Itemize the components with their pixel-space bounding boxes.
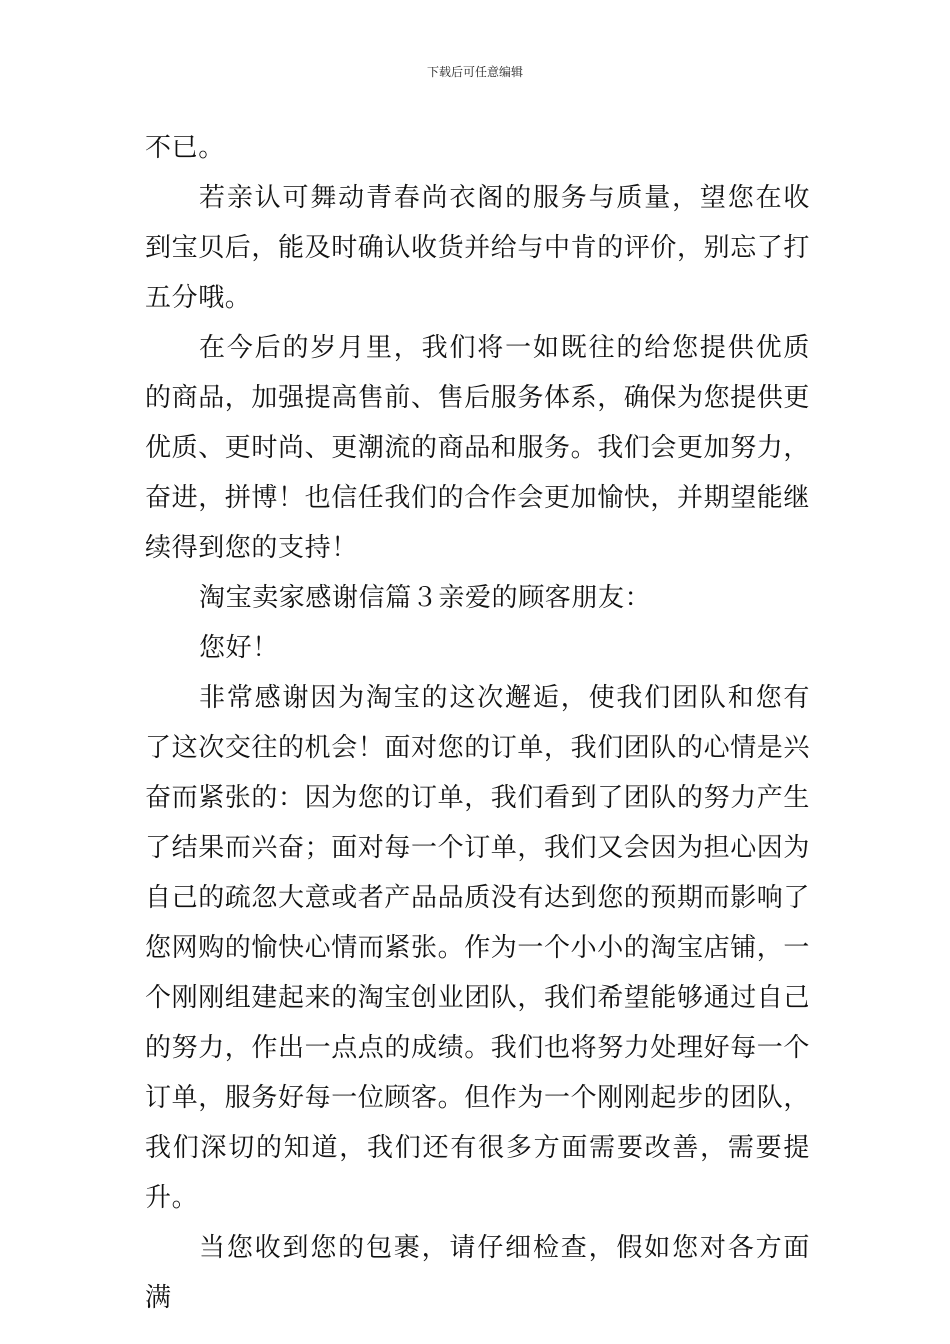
paragraph-1: 不已。 — [145, 133, 225, 163]
paragraph-6: 非常感谢因为淘宝的这次邂逅，使我们团队和您有了这次交往的机会！面对您的订单，我们团队的心情是兴奋而紧张的：因为您的订单，我们看到了团队的努力产生了结果而兴奋；面对每一个订单，我们又会因为担心因为自己的疏忽大意或者产品品质没有达到您的预期而影响了您网购的愉快心情而紧张。作为一个小小的淘宝店铺，一个刚刚组建起来的淘宝创业团队，我们希望能够通过自己的努力，作出一点点的成绩。我们也将努力处理好每一个订单，服务好每一位顾客。但作为一个刚刚起步的团队，我们深切的知道，我们还有很多方面需要改善，需要提升。 — [145, 683, 811, 1213]
paragraph-3: 在今后的岁月里，我们将一如既往的给您提供优质的商品，加强提高售前、售后服务体系，确保为您提供更优质、更时尚、更潮流的商品和服务。我们会更加努力，奋进，拼博！也信任我们的合作会更加愉快，并期望能继续得到您的支持！ — [145, 333, 811, 563]
page-header: 下载后可任意编辑 — [426, 65, 523, 79]
document-body — [145, 123, 810, 1323]
paragraph-2: 若亲认可舞动青春尚衣阁的服务与质量，望您在收到宝贝后，能及时确认收货并给与中肯的评价，别忘了打五分哦。 — [145, 183, 811, 313]
paragraph-7: 当您收到您的包裹，请仔细检查，假如您对各方面满 — [145, 1233, 810, 1313]
paragraph-4: 淘宝卖家感谢信篇３亲爱的顾客朋友： — [199, 583, 652, 613]
paragraph-5: 您好！ — [199, 633, 279, 663]
